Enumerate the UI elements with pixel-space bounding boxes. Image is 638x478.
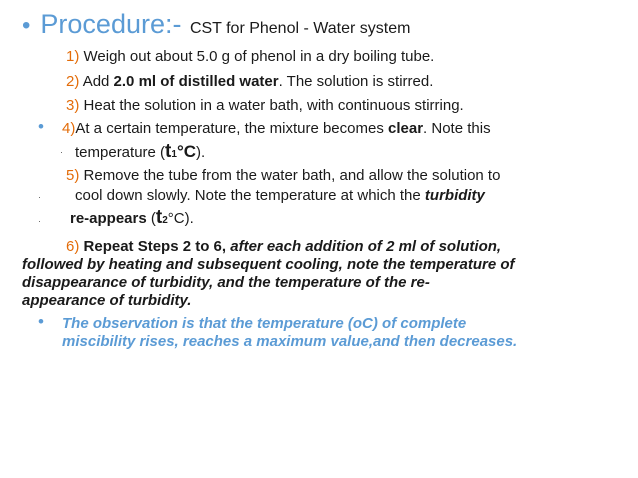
step-2 xyxy=(66,73,433,91)
step-6-number: 6) xyxy=(66,238,80,255)
title-subtitle: CST for Phenol - Water system xyxy=(189,20,411,37)
step-5-line3-pre: ( xyxy=(146,210,156,227)
step-6-line-4: appearance of turbidity. xyxy=(22,292,192,309)
step-5-line1: Remove the tube from the water bath, and allow the solution to xyxy=(83,167,501,184)
step-4-number: 4) xyxy=(62,120,76,137)
step-5-line2-pre: cool down slowly. Note the temperature at which the xyxy=(75,187,425,204)
step-1-text: Weigh out about 5.0 g of phenol in a dry boiling tube. xyxy=(83,48,435,65)
step-3-text: Heat the solution in a water bath, with continuous stirring. xyxy=(83,97,464,114)
step-6-bi1: after each addition of 2 ml of solution, xyxy=(230,238,502,255)
step-2-pre: Add xyxy=(82,73,114,90)
step-4-line2-pre: temperature ( xyxy=(75,144,166,161)
observation-bullet-icon: • xyxy=(38,312,44,331)
step-5-line2-bi: turbidity xyxy=(424,187,485,204)
step-1 xyxy=(66,48,434,66)
step-4-line-2 xyxy=(75,143,205,164)
step-6-line-2: followed by heating and subsequent cooling, note the temperature of xyxy=(22,256,515,273)
step-4-bullet-icon: • xyxy=(38,117,44,136)
step-5-deg: °C xyxy=(167,210,185,227)
step-5-number: 5) xyxy=(66,167,80,184)
mark-dot: · xyxy=(60,147,63,157)
step-4-line2-post: ). xyxy=(196,144,206,161)
step-6-line-1 xyxy=(66,238,501,256)
title-main: Procedure:- xyxy=(40,9,182,39)
step-1-number: 1) xyxy=(66,48,80,65)
step-4-deg: °C xyxy=(176,142,197,161)
step-3 xyxy=(66,97,464,115)
step-2-bold: 2.0 ml of distilled water xyxy=(113,73,279,90)
step-4-bold: clear xyxy=(388,120,424,137)
step-5-line-3 xyxy=(70,209,194,230)
step-5-line3-bold: re-appears xyxy=(70,210,147,227)
step-4-line-1 xyxy=(62,120,491,138)
step-2-number: 2) xyxy=(66,73,80,90)
mark-dot: · xyxy=(38,216,41,226)
slide-title xyxy=(22,9,410,40)
step-5-t-letter: t xyxy=(155,207,163,228)
step-4-pre: At a certain temperature, the mixture becomes xyxy=(75,120,388,137)
step-5-t-sub: 2 xyxy=(162,215,168,226)
step-5-line3-post: ). xyxy=(184,210,194,227)
observation-line-2: miscibility rises, reaches a maximum value,and then decreases. xyxy=(62,333,518,350)
step-4-t-sub: 1 xyxy=(171,149,177,160)
bullet-icon: • xyxy=(22,12,31,39)
step-2-post: . The solution is stirred. xyxy=(278,73,434,90)
step-5-line-2 xyxy=(75,187,485,205)
step-4-t-letter: t xyxy=(165,141,172,162)
step-3-number: 3) xyxy=(66,97,80,114)
step-5-line-1 xyxy=(66,167,500,185)
mark-dot: · xyxy=(38,192,41,202)
step-6-bold: Repeat Steps 2 to 6, xyxy=(83,238,231,255)
observation-line-1: The observation is that the temperature (oC) of complete xyxy=(62,315,467,332)
step-4-post: . Note this xyxy=(423,120,491,137)
step-6-line-3: disappearance of turbidity, and the temperature of the re- xyxy=(22,274,430,291)
